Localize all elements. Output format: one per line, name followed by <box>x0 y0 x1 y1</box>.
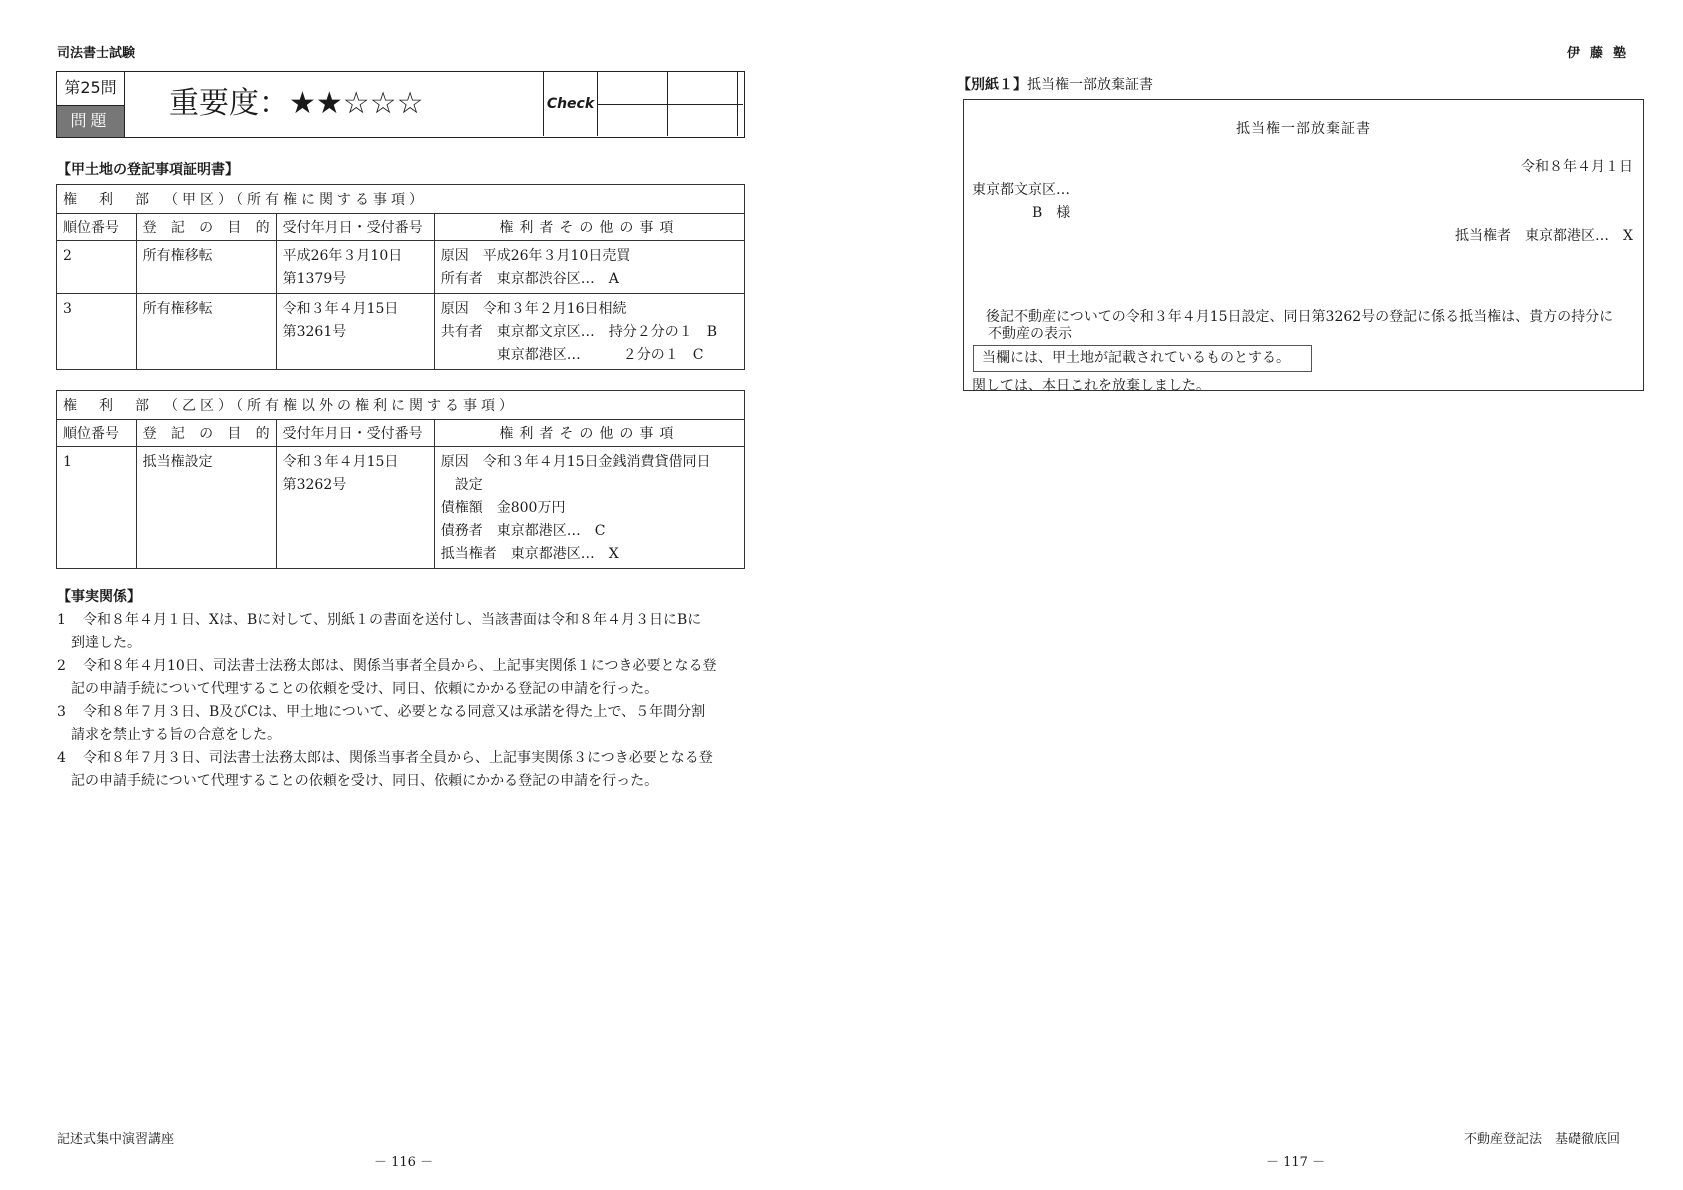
reception-info: 平成26年３月10日 第1379号 <box>276 241 434 294</box>
reception-info: 令和３年４月15日 第3261号 <box>276 294 434 370</box>
column-header: 順位番号 <box>57 420 137 447</box>
addressee-name: B 様 <box>1032 205 1071 221</box>
reception-info: 令和３年４月15日 第3262号 <box>276 447 434 569</box>
sender: 抵当権者 東京都港区… X <box>1455 228 1633 244</box>
attachment-document <box>963 99 1644 394</box>
check-label: Check <box>544 72 598 136</box>
fact-item: 1 令和８年４月１日、Xは、Bに対して、別紙１の書面を送付し、当該書面は令和８年４月３日にBに 到達した。 <box>57 612 702 651</box>
check-cell[interactable] <box>668 72 738 105</box>
page-number-right: － 117 － <box>1266 1155 1326 1170</box>
table-row <box>57 447 745 569</box>
document-title: 抵当権一部放棄証書 <box>1236 121 1371 137</box>
column-header: 登記の目的 <box>136 214 276 241</box>
importance-rating: 重要度：★★☆☆☆ <box>125 72 544 136</box>
problem-box <box>56 71 745 138</box>
attachment-heading-title: 抵当権一部放棄証書 <box>1027 77 1153 93</box>
rank-number: 1 <box>57 447 137 569</box>
footer-course-left: 記述式集中演習講座 <box>57 1132 175 1147</box>
rank-number: 2 <box>57 241 137 294</box>
check-cell[interactable] <box>668 105 738 136</box>
column-header: 受付年月日・受付番号 <box>276 214 434 241</box>
problem-number: 第25問 <box>57 72 125 106</box>
table-row <box>57 241 745 294</box>
rank-number: 3 <box>57 294 137 370</box>
publisher-name: 伊藤塾 <box>1567 46 1637 61</box>
check-cell[interactable] <box>598 105 668 136</box>
facts-title: 【事実関係】 <box>57 589 141 605</box>
registration-purpose: 所有権移転 <box>136 241 276 294</box>
fact-item: 4 令和８年７月３日、司法書士法務太郎は、関係当事者全員から、上記事実関係３につき必要となる登 記の申請手続について代理することの依頼を受け、同日、依頼にかかる登記の申請を行った。 <box>57 750 713 789</box>
column-header: 権利者その他の事項 <box>434 420 744 447</box>
check-grid <box>598 72 743 136</box>
right-holder-details: 原因 平成26年３月10日売買 所有者 東京都渋谷区… A <box>434 241 744 294</box>
problem-label: 問題 <box>57 106 125 137</box>
check-cell <box>738 72 743 105</box>
right-holder-details: 原因 令和３年２月16日相続 共有者 東京都文京区… 持分２分の１ B 東京都港区… ２分の１ C <box>434 294 744 370</box>
right-holder-details: 原因 令和３年４月15日金銭消費貸借同日 設定 債権額 金800万円 債務者 東京都港区… C 抵当権者 東京都港区… X <box>434 447 744 569</box>
column-header: 受付年月日・受付番号 <box>276 420 434 447</box>
fact-item: 3 令和８年７月３日、B及びCは、甲土地について、必要となる同意又は承諾を得た上で、５年間分割 請求を禁止する旨の合意をした。 <box>57 704 706 743</box>
column-header: 権利者その他の事項 <box>434 214 744 241</box>
column-header: 順位番号 <box>57 214 137 241</box>
registration-purpose: 所有権移転 <box>136 294 276 370</box>
property-label: 不動産の表示 <box>988 326 1072 342</box>
document-body: 後記不動産についての令和３年４月15日設定、同日第3262号の登記に係る抵当権は、貴方の持分に 関しては、本日これを放棄しました。 <box>972 309 1614 394</box>
footer-course-right: 不動産登記法 基礎徹底回 <box>1464 1132 1621 1147</box>
table-title: 権 利 部 （甲区）（所有権に関する事項） <box>57 185 745 214</box>
table-title: 権 利 部 （乙区）（所有権以外の権利に関する事項） <box>57 391 745 420</box>
column-header: 登記の目的 <box>136 420 276 447</box>
addressee-address: 東京都文京区… <box>972 182 1070 198</box>
document-date: 令和８年４月１日 <box>1521 159 1633 175</box>
fact-item: 2 令和８年４月10日、司法書士法務太郎は、関係当事者全員から、上記事実関係１につき必要となる登 記の申請手続について代理することの依頼を受け、同日、依頼にかかる登記の申請を行った。 <box>57 658 717 697</box>
register-table-kou <box>56 184 745 370</box>
register-table-otsu <box>56 390 745 569</box>
exam-name: 司法書士試験 <box>57 46 136 61</box>
page-number-left: － 116 － <box>374 1155 434 1170</box>
table-row <box>57 294 745 370</box>
registration-purpose: 抵当権設定 <box>136 447 276 569</box>
attachment-label: 【別紙１】 <box>957 77 1027 93</box>
attachment-heading <box>957 74 1153 94</box>
check-cell[interactable] <box>598 72 668 105</box>
property-display-box: 当欄には、甲土地が記載されているものとする。 <box>973 345 1312 372</box>
register-section-title: 【甲土地の登記事項証明書】 <box>57 162 239 178</box>
